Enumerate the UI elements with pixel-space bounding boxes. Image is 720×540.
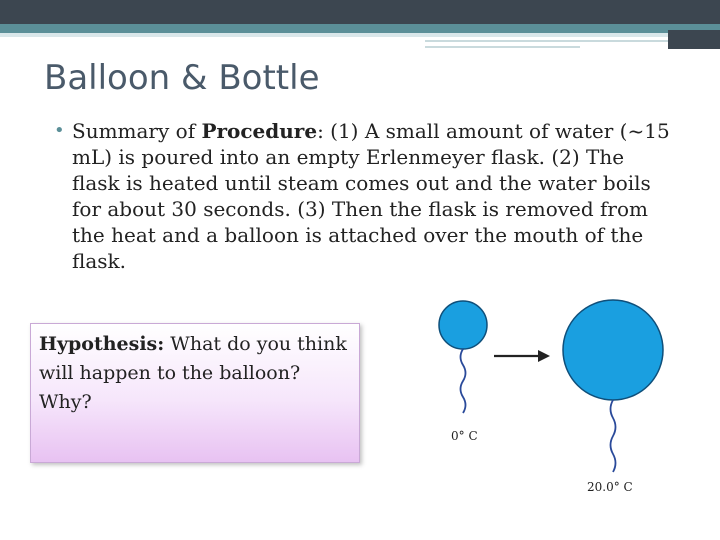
header-band-light xyxy=(0,33,720,37)
header-corner-teal xyxy=(668,24,720,30)
balloon-diagram xyxy=(420,285,720,505)
summary-bullet xyxy=(54,118,694,274)
right-arrow-icon xyxy=(494,350,550,362)
hypothesis-question: What do you think will happen to the balloon? Why? xyxy=(39,333,347,413)
slide-title: Balloon & Bottle xyxy=(44,58,320,98)
hypothesis-box xyxy=(30,323,360,463)
small-balloon-string xyxy=(461,349,466,413)
header-band-teal xyxy=(0,24,720,33)
procedure-label: Procedure xyxy=(201,119,318,143)
summary-text xyxy=(72,118,678,274)
large-balloon-string xyxy=(611,400,616,472)
bullet-icon: • xyxy=(54,120,65,141)
procedure-steps: : (1) A small amount of water (~15 mL) is poured into an empty Erlenmeyer flask. (2) The flask is heated until steam comes out and the water boils for about 30 seconds. (3) Then the flask is removed from the heat and a balloon is attached over the mouth of the flask. xyxy=(72,119,670,273)
summary-prefix: Summary of xyxy=(72,119,202,143)
header-accent-line xyxy=(425,40,668,42)
hypothesis-text xyxy=(39,330,349,417)
header-band-dark xyxy=(0,0,720,24)
small-balloon-temp-label: 0° C xyxy=(451,429,478,443)
hypothesis-label: Hypothesis: xyxy=(39,333,165,355)
small-balloon xyxy=(439,301,487,349)
large-balloon xyxy=(563,300,663,400)
header-accent-line-short xyxy=(425,46,580,48)
large-balloon-temp-label: 20.0° C xyxy=(587,480,633,494)
